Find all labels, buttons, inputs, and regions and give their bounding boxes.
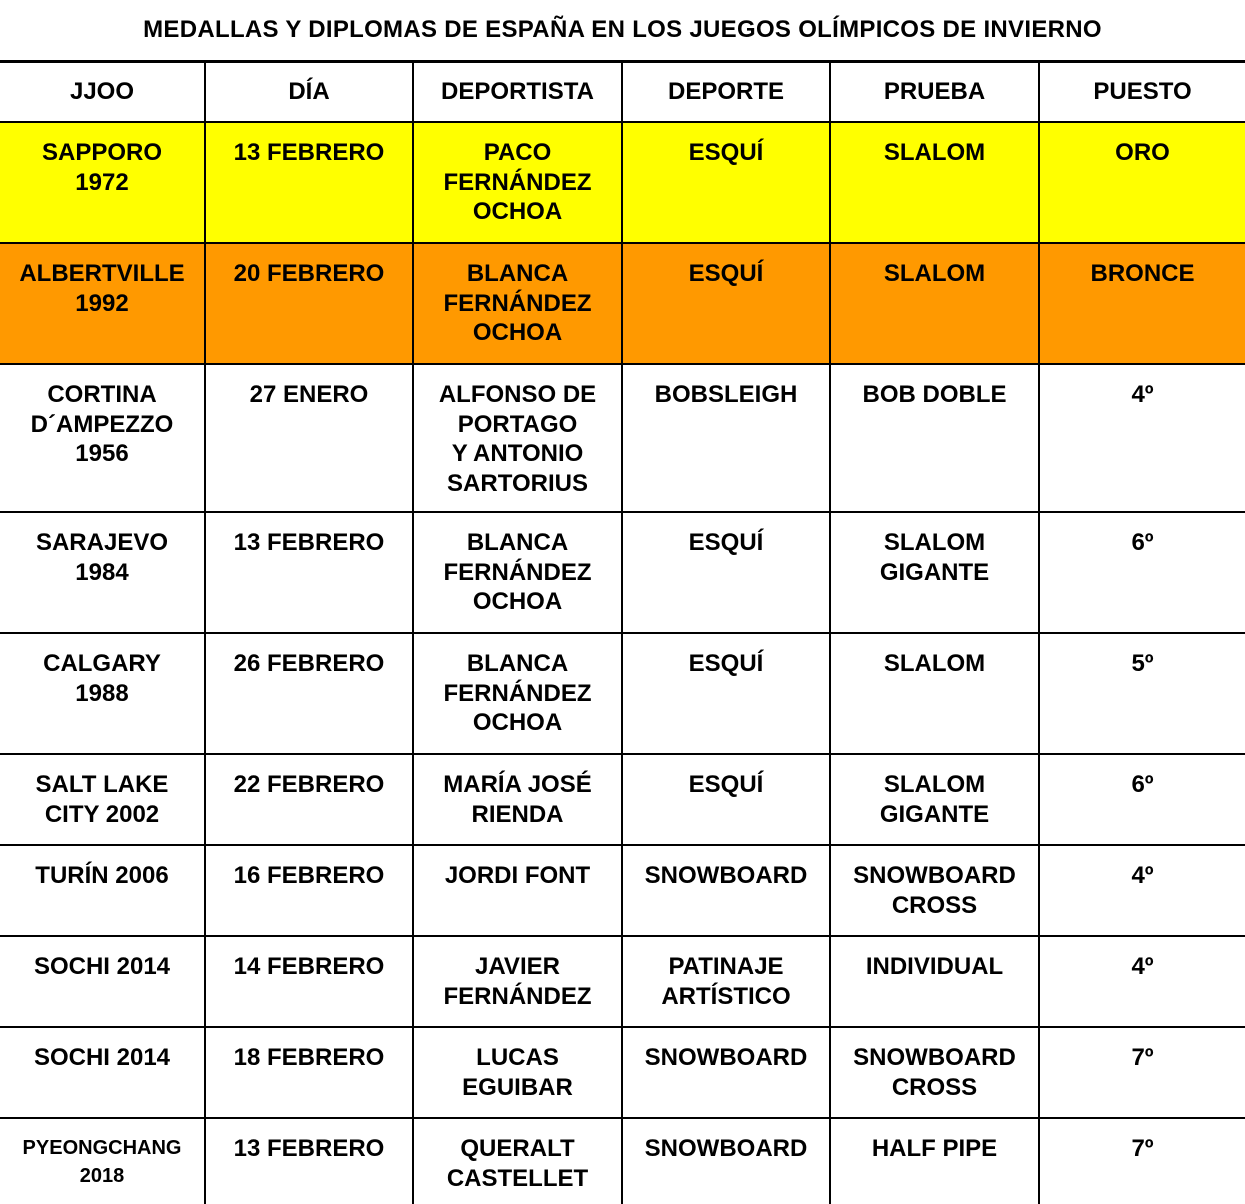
table-row xyxy=(0,122,1245,243)
cell-deporte: PATINAJE ARTÍSTICO xyxy=(622,936,830,1027)
table-row xyxy=(0,754,1245,845)
cell-prueba: SLALOM GIGANTE xyxy=(830,512,1039,633)
cell-dia: 27 ENERO xyxy=(205,364,413,512)
table-row xyxy=(0,1118,1245,1204)
table-row xyxy=(0,364,1245,512)
cell-puesto: 7º xyxy=(1039,1118,1245,1204)
cell-dia: 18 FEBRERO xyxy=(205,1027,413,1118)
cell-deporte: SNOWBOARD xyxy=(622,1118,830,1204)
cell-deportista: ALFONSO DE PORTAGO Y ANTONIO SARTORIUS xyxy=(413,364,622,512)
cell-deportista: LUCAS EGUIBAR xyxy=(413,1027,622,1118)
cell-deporte: ESQUÍ xyxy=(622,512,830,633)
cell-puesto: 7º xyxy=(1039,1027,1245,1118)
cell-jjoo: SALT LAKE CITY 2002 xyxy=(0,754,205,845)
table-row xyxy=(0,512,1245,633)
cell-deportista: PACO FERNÁNDEZ OCHOA xyxy=(413,122,622,243)
cell-prueba: INDIVIDUAL xyxy=(830,936,1039,1027)
header-dia: DÍA xyxy=(205,62,413,122)
table-row xyxy=(0,845,1245,936)
cell-dia: 14 FEBRERO xyxy=(205,936,413,1027)
cell-prueba: SLALOM xyxy=(830,243,1039,364)
cell-puesto: 4º xyxy=(1039,364,1245,512)
table-row xyxy=(0,1027,1245,1118)
cell-deporte: BOBSLEIGH xyxy=(622,364,830,512)
cell-dia: 26 FEBRERO xyxy=(205,633,413,754)
table-row xyxy=(0,633,1245,754)
cell-puesto: 4º xyxy=(1039,936,1245,1027)
cell-prueba: SLALOM xyxy=(830,633,1039,754)
cell-deporte: ESQUÍ xyxy=(622,754,830,845)
medals-table xyxy=(0,61,1245,1204)
cell-puesto: ORO xyxy=(1039,122,1245,243)
cell-jjoo: CORTINA D´AMPEZZO 1956 xyxy=(0,364,205,512)
header-prueba: PRUEBA xyxy=(830,62,1039,122)
cell-prueba: SNOWBOARD CROSS xyxy=(830,845,1039,936)
cell-deportista: MARÍA JOSÉ RIENDA xyxy=(413,754,622,845)
cell-prueba: SNOWBOARD CROSS xyxy=(830,1027,1039,1118)
cell-jjoo: TURÍN 2006 xyxy=(0,845,205,936)
cell-deportista: BLANCA FERNÁNDEZ OCHOA xyxy=(413,633,622,754)
cell-deporte: ESQUÍ xyxy=(622,122,830,243)
cell-jjoo: SAPPORO 1972 xyxy=(0,122,205,243)
cell-prueba: SLALOM xyxy=(830,122,1039,243)
cell-puesto: 5º xyxy=(1039,633,1245,754)
header-deportista: DEPORTISTA xyxy=(413,62,622,122)
cell-jjoo: CALGARY 1988 xyxy=(0,633,205,754)
cell-deporte: SNOWBOARD xyxy=(622,1027,830,1118)
cell-deportista: BLANCA FERNÁNDEZ OCHOA xyxy=(413,243,622,364)
cell-dia: 16 FEBRERO xyxy=(205,845,413,936)
cell-puesto: 6º xyxy=(1039,512,1245,633)
cell-dia: 20 FEBRERO xyxy=(205,243,413,364)
cell-jjoo: PYEONGCHANG 2018 xyxy=(0,1118,205,1204)
header-row xyxy=(0,62,1245,122)
cell-dia: 22 FEBRERO xyxy=(205,754,413,845)
header-jjoo: JJOO xyxy=(0,62,205,122)
cell-deportista: JAVIER FERNÁNDEZ xyxy=(413,936,622,1027)
cell-dia: 13 FEBRERO xyxy=(205,122,413,243)
table-title: MEDALLAS Y DIPLOMAS DE ESPAÑA EN LOS JUEGOS OLÍMPICOS DE INVIERNO xyxy=(0,0,1245,62)
cell-deporte: ESQUÍ xyxy=(622,633,830,754)
header-deporte: DEPORTE xyxy=(622,62,830,122)
cell-jjoo: ALBERTVILLE 1992 xyxy=(0,243,205,364)
cell-jjoo: SARAJEVO 1984 xyxy=(0,512,205,633)
cell-deporte: ESQUÍ xyxy=(622,243,830,364)
cell-deporte: SNOWBOARD xyxy=(622,845,830,936)
cell-deportista: JORDI FONT xyxy=(413,845,622,936)
table-row xyxy=(0,936,1245,1027)
header-puesto: PUESTO xyxy=(1039,62,1245,122)
cell-prueba: HALF PIPE xyxy=(830,1118,1039,1204)
cell-prueba: SLALOM GIGANTE xyxy=(830,754,1039,845)
cell-deportista: BLANCA FERNÁNDEZ OCHOA xyxy=(413,512,622,633)
cell-jjoo: SOCHI 2014 xyxy=(0,936,205,1027)
cell-dia: 13 FEBRERO xyxy=(205,512,413,633)
cell-deportista: QUERALT CASTELLET xyxy=(413,1118,622,1204)
cell-puesto: 4º xyxy=(1039,845,1245,936)
cell-prueba: BOB DOBLE xyxy=(830,364,1039,512)
cell-puesto: 6º xyxy=(1039,754,1245,845)
cell-jjoo: SOCHI 2014 xyxy=(0,1027,205,1118)
cell-dia: 13 FEBRERO xyxy=(205,1118,413,1204)
cell-puesto: BRONCE xyxy=(1039,243,1245,364)
table-row xyxy=(0,243,1245,364)
